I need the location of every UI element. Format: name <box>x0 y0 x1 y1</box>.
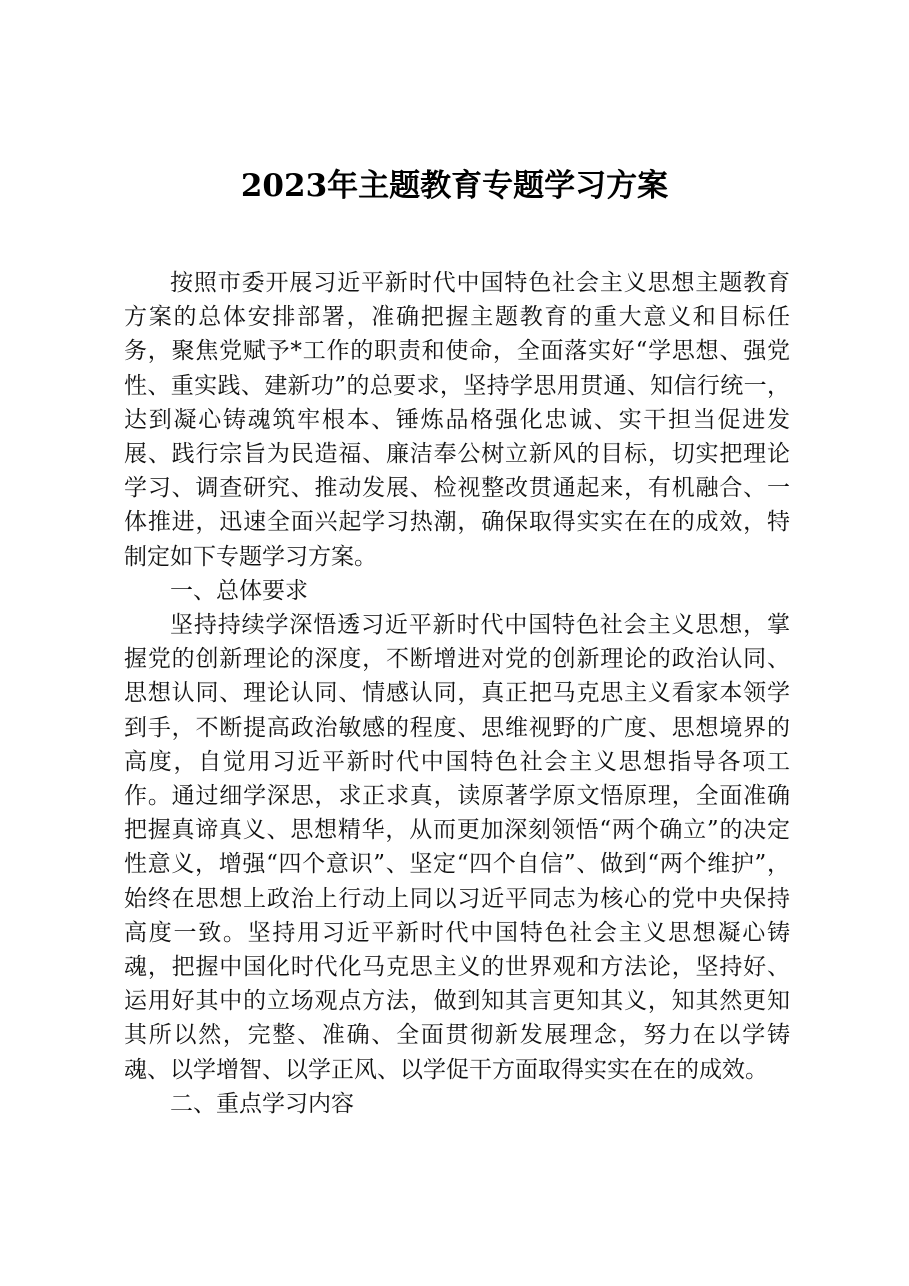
intro-paragraph: 按照市委开展习近平新时代中国特色社会主义思想主题教育方案的总体安排部署，准确把握主题教育的重大意义和目标任务，聚焦党赋予*工作的职责和使命，全面落实好“学思想、强党性、重实践、建新功”的总要求，坚持学思用贯通、知信行统一，达到凝心铸魂筑牢根本、锤炼品格强化忠诚、实干担当促进发展、践行宗旨为民造福、廉洁奉公树立新风的目标，切实把理论学习、调查研究、推动发展、检视整改贯通起来，有机融合、一体推进，迅速全面兴起学习热潮，确保取得实实在在的成效，特制定如下专题学习方案。 <box>124 270 790 570</box>
section-heading-key-content: 二、重点学习内容 <box>170 1090 354 1117</box>
section-heading-general-requirements: 一、总体要求 <box>170 577 308 604</box>
document-body <box>124 266 790 1121</box>
general-requirements-paragraph: 坚持持续学深悟透习近平新时代中国特色社会主义思想，掌握党的创新理论的深度，不断增进对党的创新理论的政治认同、思想认同、理论认同、情感认同，真正把马克思主义看家本领学到手，不断提高政治敏感的程度、思维视野的广度、思想境界的高度，自觉用习近平新时代中国特色社会主义思想指导各项工作。通过细学深思，求正求真，读原著学原文悟原理，全面准确把握真谛真义、思想精华，从而更加深刻领悟“两个确立”的决定性意义，增强“四个意识”、坚定“四个自信”、做到“两个维护”，始终在思想上政治上行动上同以习近平同志为核心的党中央保持高度一致。坚持用习近平新时代中国特色社会主义思想凝心铸魂，把握中国化时代化马克思主义的世界观和方法论，坚持好、运用好其中的立场观点方法，做到知其言更知其义，知其然更知其所以然，完整、准确、全面贯彻新发展理念，努力在以学铸魂、以学增智、以学正风、以学促干方面取得实实在在的成效。 <box>124 612 790 1083</box>
document-title: 2023年主题教育专题学习方案 <box>240 168 669 204</box>
